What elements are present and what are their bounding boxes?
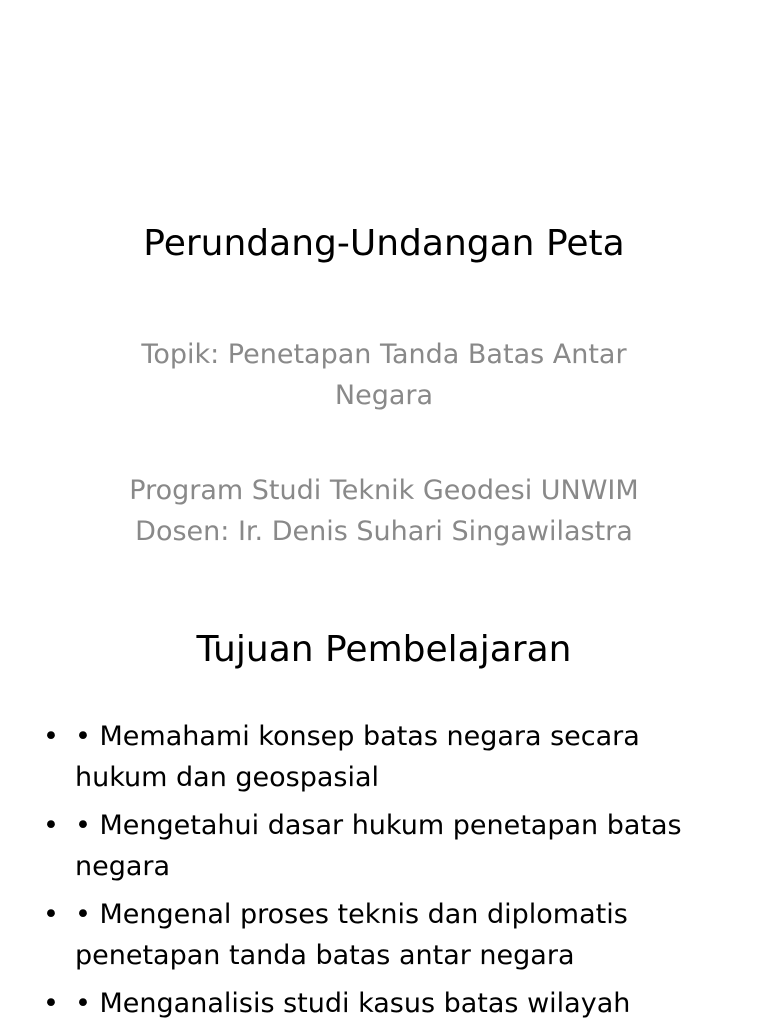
objective-text: • Menganalisis studi kasus batas wilayah: [75, 988, 631, 1019]
objective-item: [40, 716, 720, 798]
objective-item: [40, 983, 720, 1024]
objective-text: • Mengetahui dasar hukum penetapan batas negara: [75, 810, 682, 882]
subtitle-lecturer: Dosen: Ir. Denis Suhari Singawilastra: [135, 516, 633, 547]
objective-item: [40, 894, 720, 976]
objective-text: • Memahami konsep batas negara secara hukum dan geospasial: [75, 721, 640, 793]
subtitle-topic: Topik: Penetapan Tanda Batas Antar Negara: [141, 339, 627, 411]
objectives-title: Tujuan Pembelajaran: [196, 629, 572, 670]
bullet-icon: •: [43, 988, 59, 1019]
bullet-icon: •: [43, 721, 59, 752]
bullet-icon: •: [43, 810, 59, 841]
objectives-slide: [0, 576, 768, 1024]
slide-title: Perundang-Undangan Peta: [143, 223, 625, 264]
objective-text: • Mengenal proses teknis dan diplomatis penetapan tanda batas antar negara: [75, 899, 628, 971]
subtitle-program: Program Studi Teknik Geodesi UNWIM: [129, 475, 639, 506]
objective-item: [40, 805, 720, 887]
slide-subtitle: [110, 334, 658, 552]
bullet-icon: •: [43, 899, 59, 930]
objectives-list: [40, 716, 720, 1024]
